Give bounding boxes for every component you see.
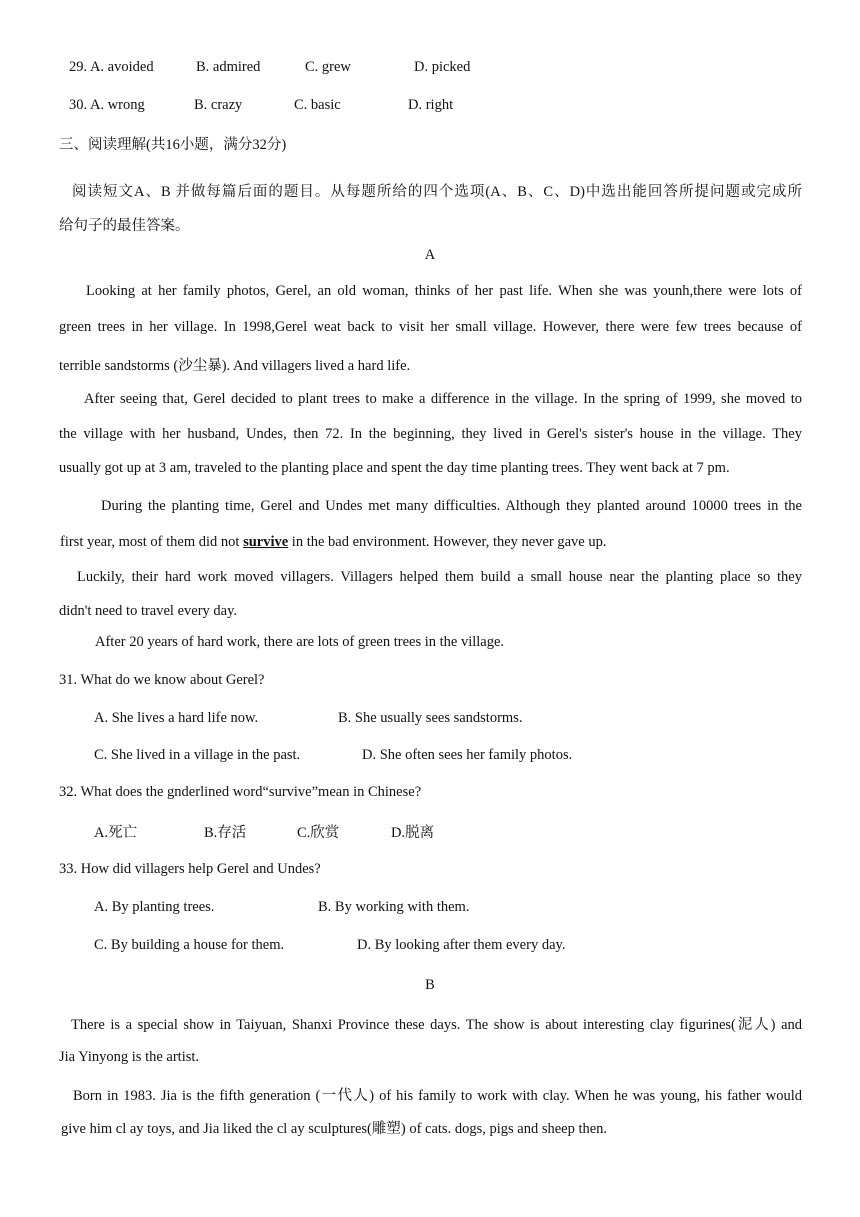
passage-a-p3-line2 — [60, 534, 607, 551]
question-33-option-b: B. By working with them. — [318, 899, 470, 915]
passage-a-p2-line2: the village with her husband, Undes, then 72. In the beginning, they lived in Gerel's sister's house in the village. They — [59, 426, 802, 442]
question-31-option-b: B. She usually sees sandstorms. — [338, 710, 523, 726]
question-33-option-d: D. By looking after them every day. — [357, 937, 566, 953]
passage-b-p2-line1: Born in 1983. Jia is the fifth generation (一代人) of his family to work with clay. When he was young, his father would — [73, 1088, 802, 1104]
passage-a-p2-line1: After seeing that, Gerel decided to plant trees to make a difference in the village. In the spring of 1999, she moved to — [84, 391, 802, 407]
underlined-word-survive: survive — [243, 534, 289, 550]
passage-b-title: B — [425, 977, 435, 993]
section-heading: 三、阅读理解(共16小题，满分32分) — [59, 137, 287, 153]
passage-a-p4-line2: didn't need to travel every day. — [59, 603, 238, 619]
question-31-option-a: A. She lives a hard life now. — [94, 710, 259, 726]
passage-a-p4-line1: Luckily, their hard work moved villagers. Villagers helped them build a small house near the planting place so they — [77, 569, 802, 585]
passage-a-p5-line1: After 20 years of hard work, there are lots of green trees in the village. — [95, 634, 505, 650]
question-number: 30. — [69, 97, 88, 113]
question-32-option-b: B.存活 — [204, 825, 247, 841]
passage-a-p2-line3: usually got up at 3 am, traveled to the planting place and spent the day time planting trees. They went back at 7 pm. — [59, 460, 730, 476]
passage-a-p1-line1: Looking at her family photos, Gerel, an old woman, thinks of her past life. When she was younh,there were lots of — [86, 283, 802, 299]
question-32-option-d: D.脱离 — [391, 825, 435, 841]
question-33-stem: 33. How did villagers help Gerel and Undes? — [59, 861, 321, 877]
option-b: B. crazy — [194, 97, 243, 113]
question-32-stem: 32. What does the gnderlined word“survive”mean in Chinese? — [59, 784, 422, 800]
passage-text: first year, most of them did not — [60, 534, 244, 550]
option-a: A. avoided — [89, 59, 154, 75]
section-instruction-cont: 给句子的最佳答案。 — [59, 218, 190, 234]
passage-b-p2-line2: give him cl ay toys, and Jia liked the cl ay sculptures(雕塑) of cats. dogs, pigs and sheep then. — [61, 1121, 608, 1137]
question-number: 29. — [69, 59, 88, 75]
question-32-option-a: A.死亡 — [94, 825, 138, 841]
passage-a-p3-line1: During the planting time, Gerel and Undes met many difficulties. Although they planted around 10000 trees in the — [101, 498, 802, 514]
option-d: D. right — [408, 97, 454, 113]
passage-a-p1-line3: terrible sandstorms (沙尘暴). And villagers lived a hard life. — [59, 358, 411, 374]
option-b: B. admired — [196, 59, 261, 75]
question-32-option-c: C.欣赏 — [297, 825, 340, 841]
section-instruction: 阅读短文A、B 并做每篇后面的题目。从每题所给的四个选项(A、B、C、D)中选出能回答所提问题或完成所 — [72, 184, 802, 200]
option-a: A. wrong — [89, 97, 145, 113]
passage-text: in the bad environment. However, they never gave up. — [288, 534, 607, 550]
question-29 — [69, 59, 154, 76]
option-c: C. basic — [294, 97, 341, 113]
option-c: C. grew — [305, 59, 351, 75]
question-31-stem: 31. What do we know about Gerel? — [59, 672, 265, 688]
passage-a-p1-line2: green trees in her village. In 1998,Gerel weat back to visit her small village. However, there were few trees because of — [59, 319, 802, 335]
question-33-option-c: C. By building a house for them. — [94, 937, 285, 953]
question-33-option-a: A. By planting trees. — [94, 899, 215, 915]
passage-a-title: A — [424, 247, 436, 263]
question-31-option-d: D. She often sees her family photos. — [362, 747, 573, 763]
question-30 — [69, 97, 145, 114]
question-31-option-c: C. She lived in a village in the past. — [94, 747, 301, 763]
option-d: D. picked — [414, 59, 471, 75]
passage-b-p1-line1: There is a special show in Taiyuan, Shanxi Province these days. The show is about interesting clay figurines(泥人) and — [71, 1017, 802, 1033]
passage-b-p1-line2: Jia Yinyong is the artist. — [59, 1049, 200, 1065]
